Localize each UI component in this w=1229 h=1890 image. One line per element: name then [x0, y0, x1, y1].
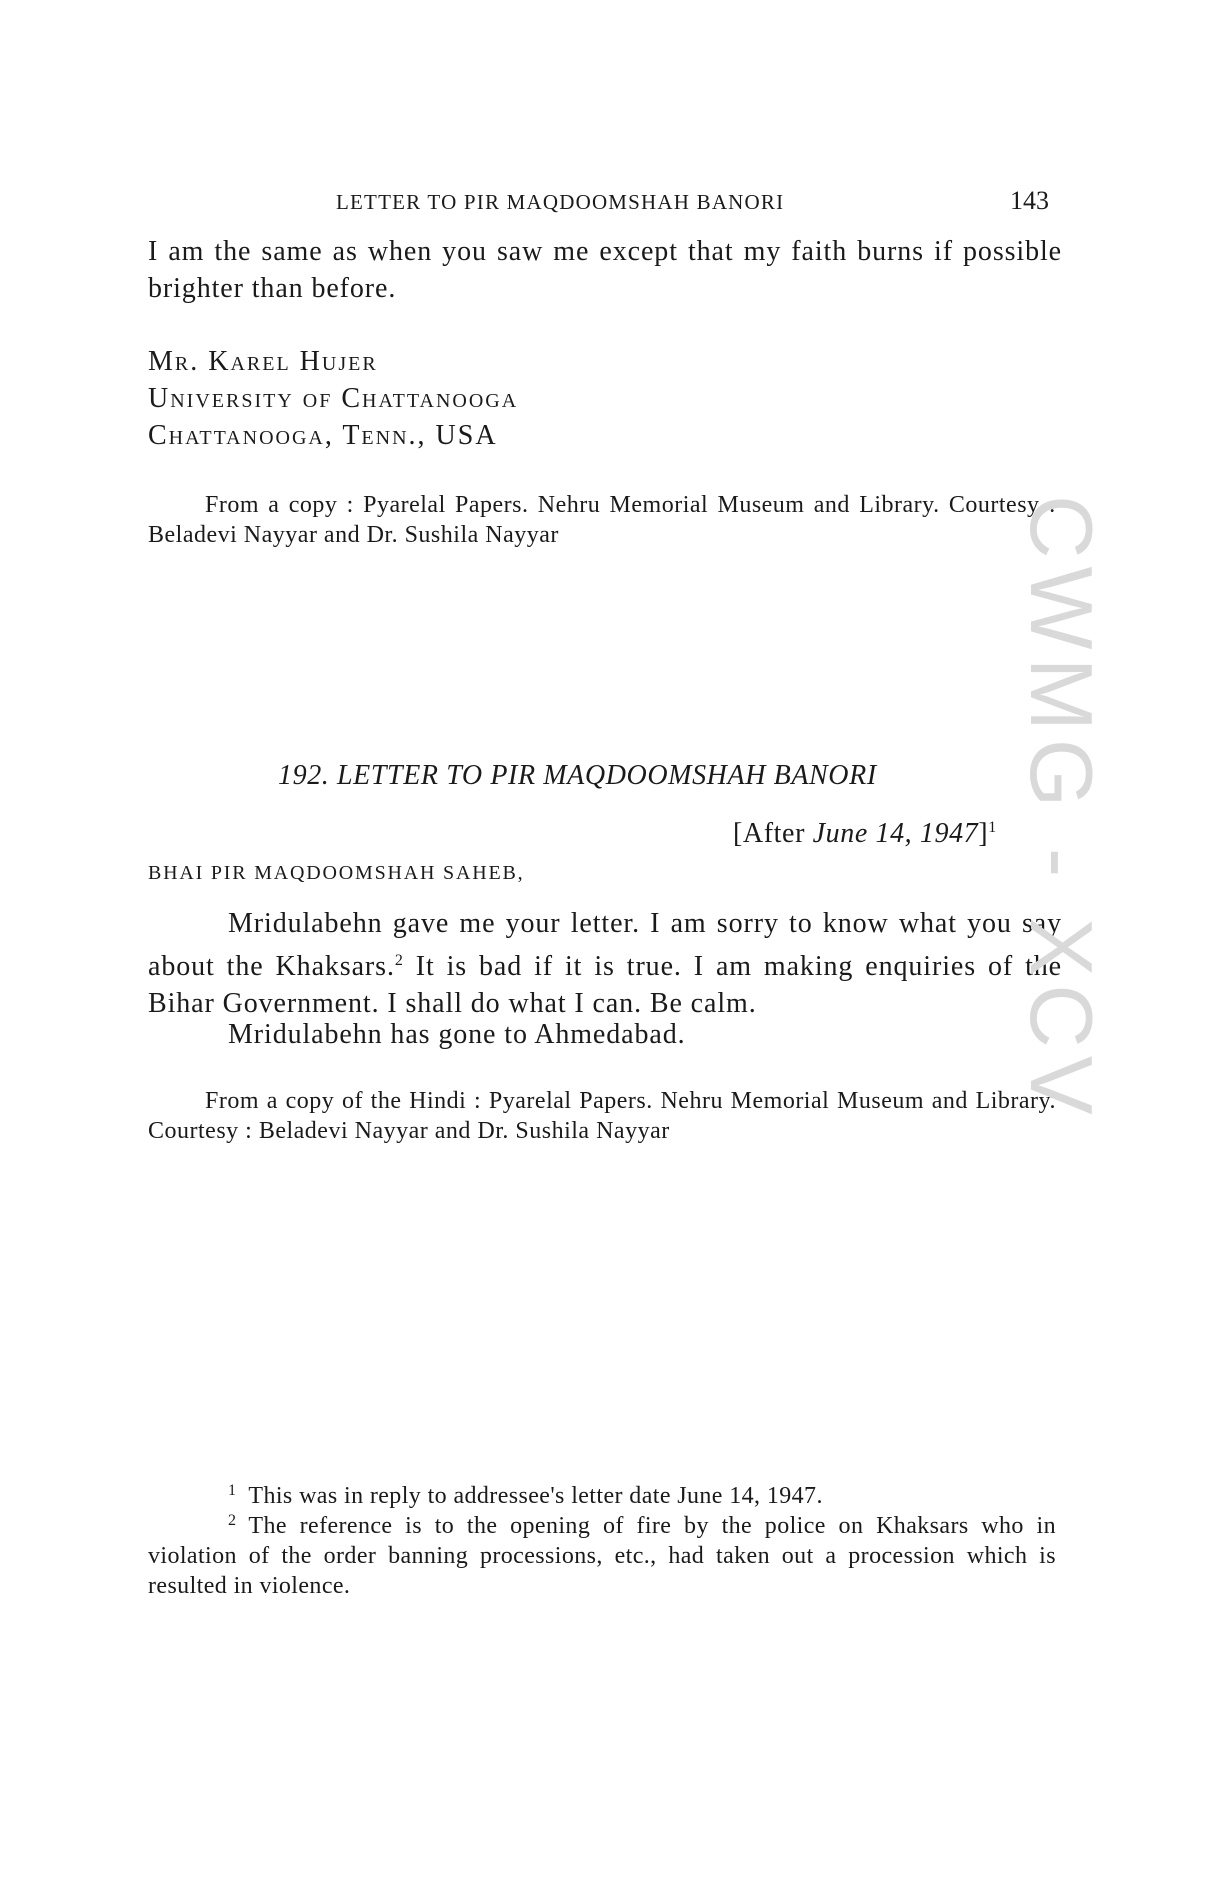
- footnote-1-number: 1: [228, 1482, 237, 1499]
- letter-date: [733, 818, 997, 850]
- address-line-city: Chattanooga, Tenn., USA: [148, 420, 498, 451]
- letter-body-paragraph-1: [148, 905, 1062, 1022]
- footnote-2-number: 2: [228, 1512, 237, 1529]
- body-1-part-a: Mridulabehn gave me your letter. I am sorry to know what you say about the Khaksars.: [148, 908, 1062, 982]
- source-note-1: From a copy : Pyarelal Papers. Nehru Memorial Museum and Library. Courtesy : Beladevi Nayyar and Dr. Sushila Nayyar: [148, 492, 1056, 548]
- footnote-2-text: The reference is to the opening of fire by the police on Khaksars who in violation of the order banning processions, etc., had taken out a procession which is resulted in violence.: [148, 1513, 1056, 1599]
- watermark: CWMG - XCV: [1012, 495, 1111, 1123]
- continuation-paragraph: I am the same as when you saw me except that my faith burns if possible brighter than before.: [148, 236, 1062, 304]
- source-note-2: From a copy of the Hindi : Pyarelal Papers. Nehru Memorial Museum and Library. Courtesy : Beladevi Nayyar and Dr. Sushila Nayyar: [148, 1088, 1056, 1144]
- running-head: LETTER TO PIR MAQDOOMSHAH BANORI: [336, 190, 785, 214]
- footnote-2: [148, 1506, 1056, 1601]
- letter-body-paragraph-2: Mridulabehn has gone to Ahmedabad.: [228, 1019, 686, 1050]
- date-prefix: [After: [733, 818, 813, 849]
- date-footnote-marker: 1: [988, 819, 997, 836]
- address-line-name: Mr. Karel Hujer: [148, 346, 378, 377]
- body-footnote-marker: 2: [394, 952, 404, 969]
- date-suffix: ]: [978, 818, 989, 849]
- salutation: BHAI PIR MAQDOOMSHAH SAHEB,: [148, 862, 525, 884]
- footnote-1-text: This was in reply to addressee's letter date June 14, 1947.: [248, 1483, 823, 1509]
- address-line-institution: University of Chattanooga: [148, 383, 519, 414]
- page-number: 143: [1010, 186, 1049, 215]
- date-italic: June 14, 1947: [812, 818, 979, 849]
- letter-title: 192. LETTER TO PIR MAQDOOMSHAH BANORI: [278, 760, 877, 791]
- body-1-part-b: It is bad if it is true. I am making enquiries of the Bihar Government. I shall do what I can. Be calm.: [148, 951, 1062, 1019]
